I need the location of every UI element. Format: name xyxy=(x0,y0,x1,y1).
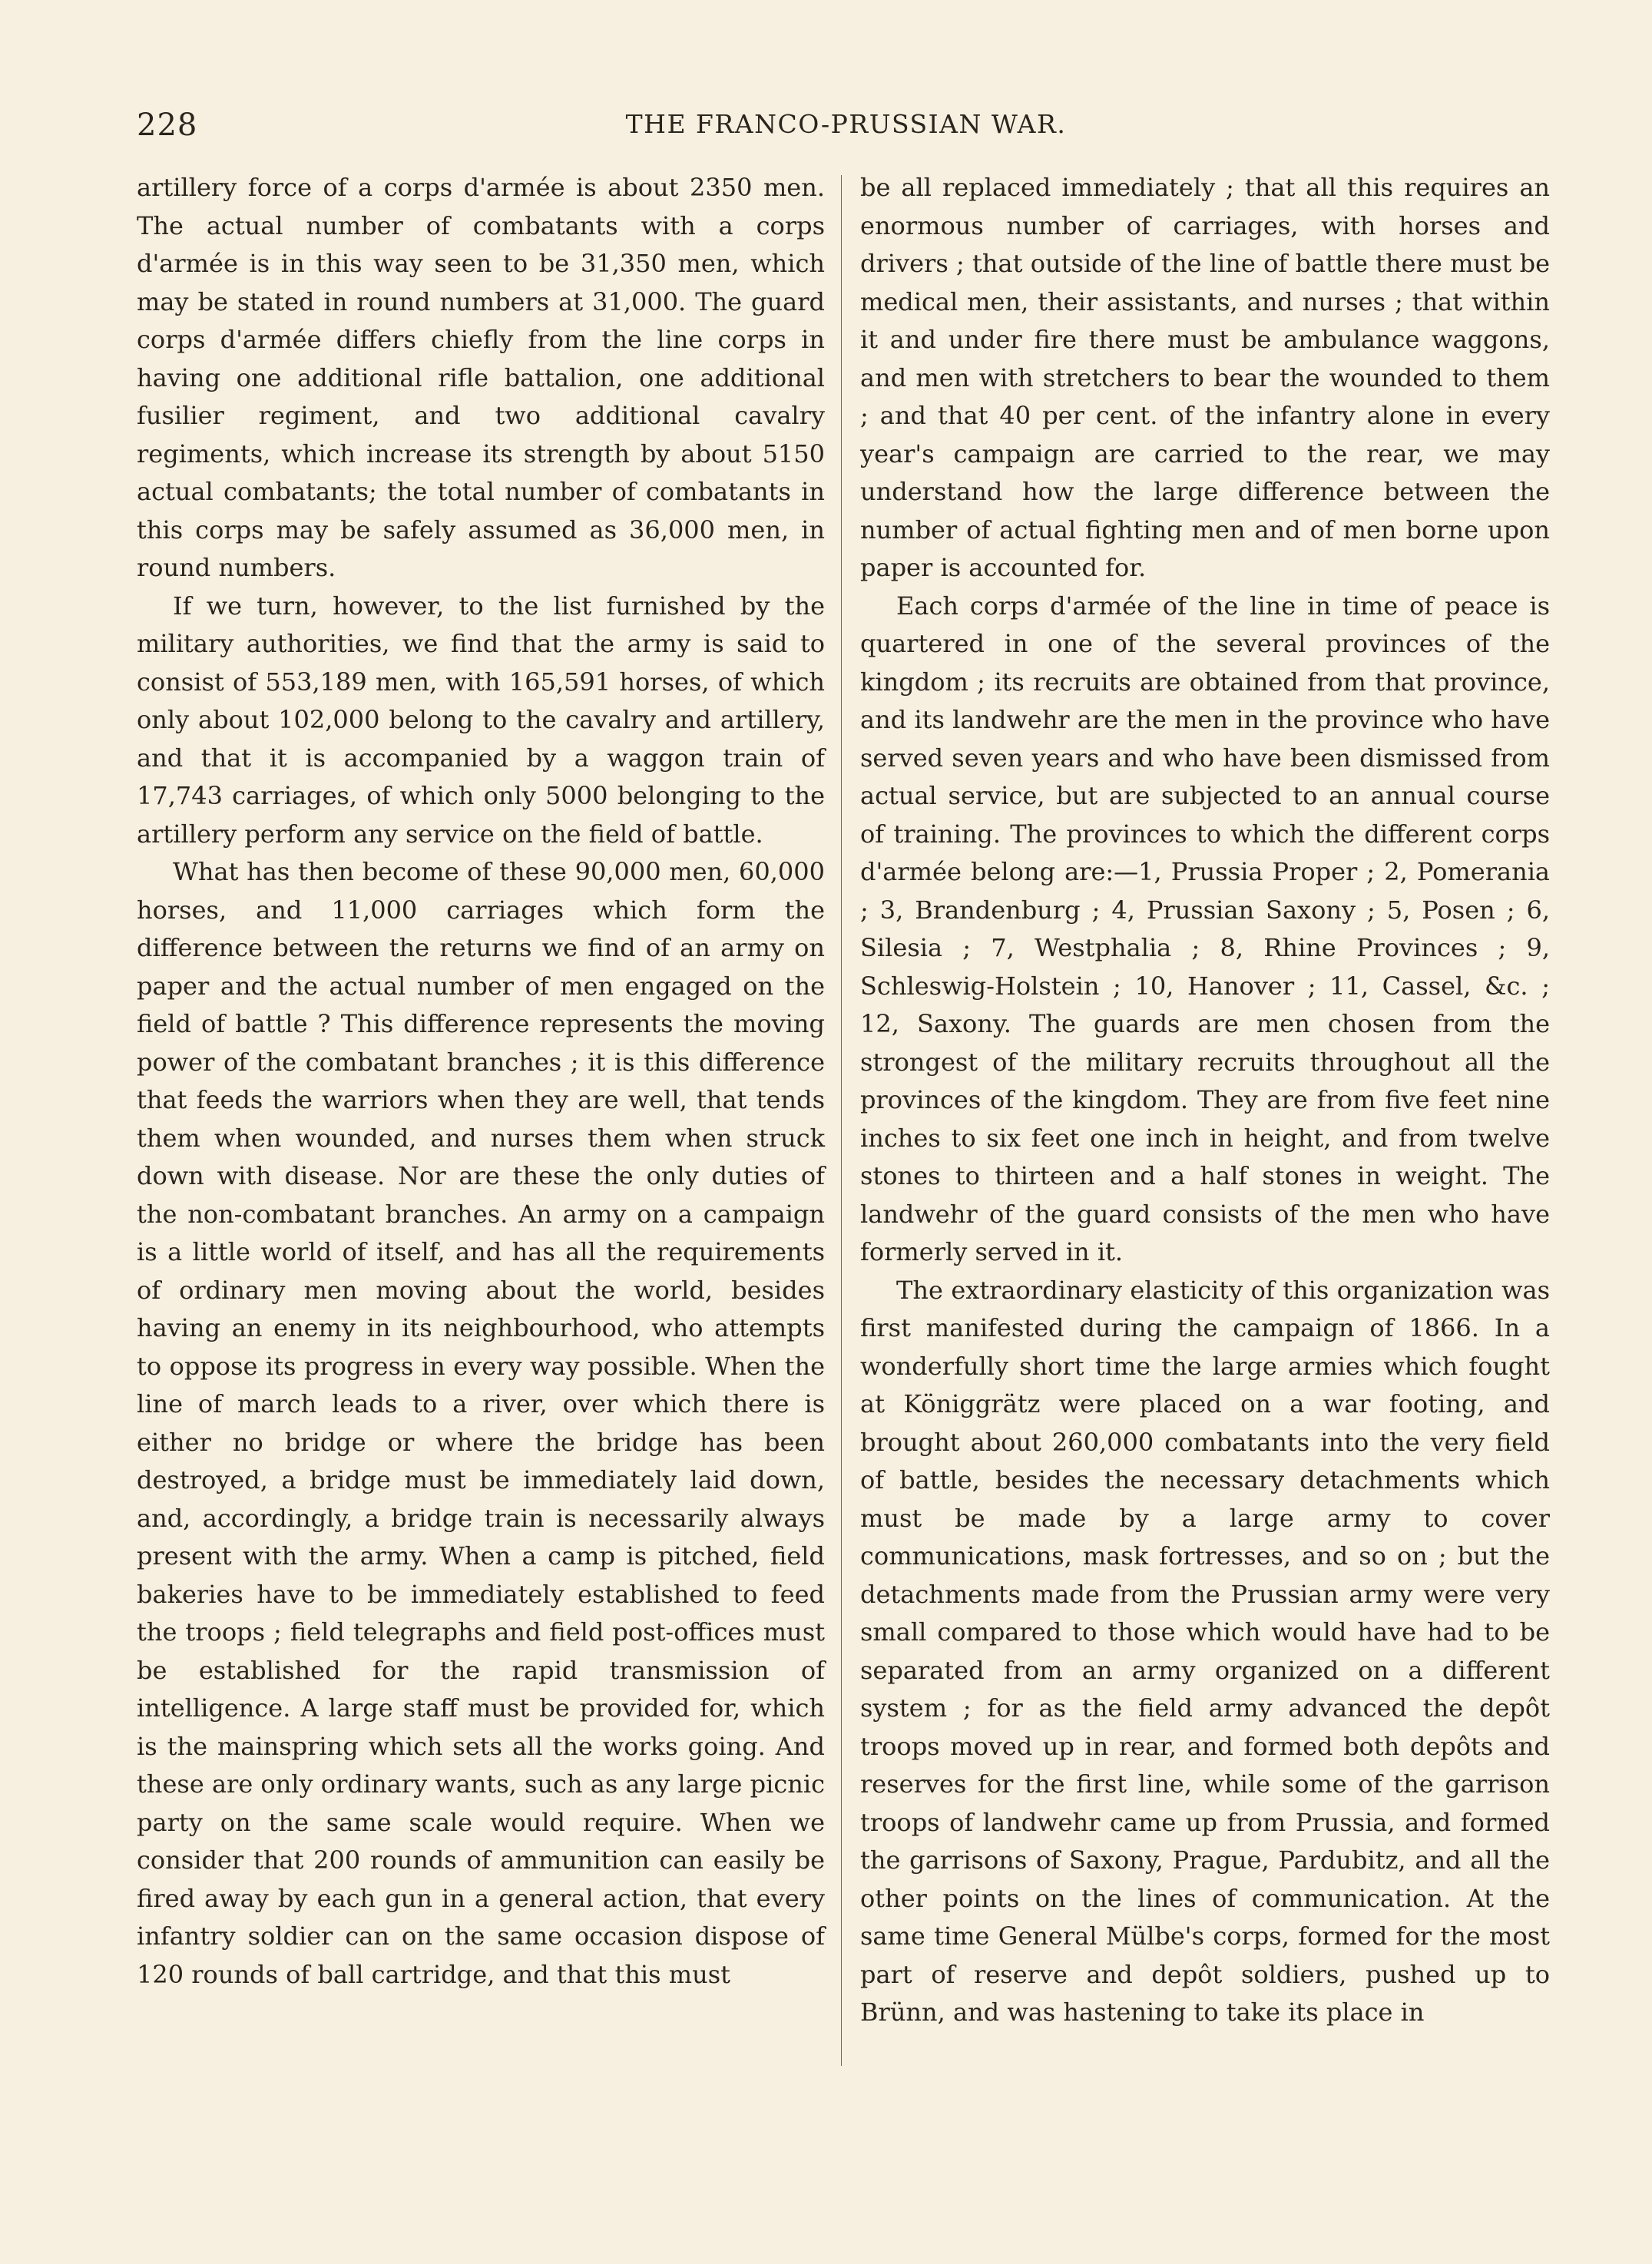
paragraph-left-3: What has then become of these 90,000 men, 60,000 horses, and 11,000 carriages which form the difference between the returns we find of an army on paper and the actual number of men engaged on the field of battle ? This difference represents the moving power of the combatant branches ; it is this difference that feeds the warriors when they are well, that tends them when wounded, and nurses them when struck down with disease. Nor are these the only duties of the non-combatant branches. An army on a campaign is a little world of itself, and has all the requirements of ordinary men moving about the world, besides having an enemy in its neighbourhood, who attempts to oppose its progress in every way possible. When the line of march leads to a river, over which there is either no bridge or where the bridge has been destroyed, a bridge must be immediately laid down, and, accordingly, a bridge train is necessarily always present with the army. When a camp is pitched, field bakeries have to be immediately established to feed the troops ; field telegraphs and field post-offices must be established for the rapid transmission of intelligence. A large staff must be provided for, which is the mainspring which sets all the works going. And these are only ordinary wants, such as any large picnic party on the same scale would require. When we consider that 200 rounds of ammunition can easily be fired away by each gun in a general action, that every infantry soldier can on the same occasion dispose of 120 rounds of ball cartridge, and that this must xyxy=(137,857,825,1989)
paragraph-right-3: The extraordinary elasticity of this organization was first manifested during the campaign of 1866. In a wonderfully short time the large armies which fought at Königgrätz were placed on a war footing, and brought about 260,000 combatants into the very field of battle, besides the necessary detachments which must be made by a large army to cover communications, mask fortresses, and so on ; but the detachments made from the Prussian army were very small compared to those which would have had to be separated from an army organized on a different system ; for as the field army advanced the depôt troops moved up in rear, and formed both depôts and reserves for the first line, while some of the garrison troops of landwehr came up from Prussia, and formed the garrisons of Saxony, Prague, Pardubitz, and all the other points on the lines of communication. At the same time General Mülbe's corps, formed for the most part of reserve and depôt soldiers, pushed up to Brünn, and was hastening to take its place in xyxy=(860,1275,1550,2027)
column-divider xyxy=(841,175,842,2066)
paragraph-left-1: artillery force of a corps d'armée is about 2350 men. The actual number of combatants with a corps d'armée is in this way seen to be 31,350 men, which may be stated in round numbers at 31,000. The guard corps d'armée differs chiefly from the line corps in having one additional rifle battalion, one additional fusilier regiment, and two additional cavalry regiments, which increase its strength by about 5150 actual combatants; the total number of combatants in this corps may be safely assumed as 36,000 men, in round numbers. xyxy=(137,173,825,582)
right-column xyxy=(860,169,1550,2032)
left-column xyxy=(137,169,825,1994)
paragraph-left-2: If we turn, however, to the list furnished by the military authorities, we find that the army is said to consist of 553,189 men, with 165,591 horses, of which only about 102,000 belong to the cavalry and artillery, and that it is accompanied by a waggon train of 17,743 carriages, of which only 5000 belonging to the artillery perform any service on the field of battle. xyxy=(137,591,825,849)
running-title: THE FRANCO-PRUSSIAN WAR. xyxy=(625,109,1067,139)
page-header xyxy=(137,108,1555,154)
page-number: 228 xyxy=(137,108,198,143)
paragraph-right-1: be all replaced immediately ; that all this requires an enormous number of carriages, with horses and drivers ; that outside of the line of battle there must be medical men, their assistants, and nurses ; that within it and under fire there must be ambulance waggons, and men with stretchers to bear the wounded to them ; and that 40 per cent. of the infantry alone in every year's campaign are carried to the rear, we may understand how the large difference between the number of actual fighting men and of men borne upon paper is accounted for. xyxy=(860,173,1550,582)
paragraph-right-2: Each corps d'armée of the line in time of peace is quartered in one of the several provinces of the kingdom ; its recruits are obtained from that province, and its landwehr are the men in the province who have served seven years and who have been dismissed from actual service, but are subjected to an annual course of training. The provinces to which the different corps d'armée belong are:—1, Prussia Proper ; 2, Pomerania ; 3, Brandenburg ; 4, Prussian Saxony ; 5, Posen ; 6, Silesia ; 7, Westphalia ; 8, Rhine Provinces ; 9, Schleswig-Holstein ; 10, Hanover ; 11, Cassel, &c. ; 12, Saxony. The guards are men chosen from the strongest of the military recruits throughout all the provinces of the kingdom. They are from five feet nine inches to six feet one inch in height, and from twelve stones to thirteen and a half stones in weight. The landwehr of the guard consists of the men who have formerly served in it. xyxy=(860,591,1550,1266)
